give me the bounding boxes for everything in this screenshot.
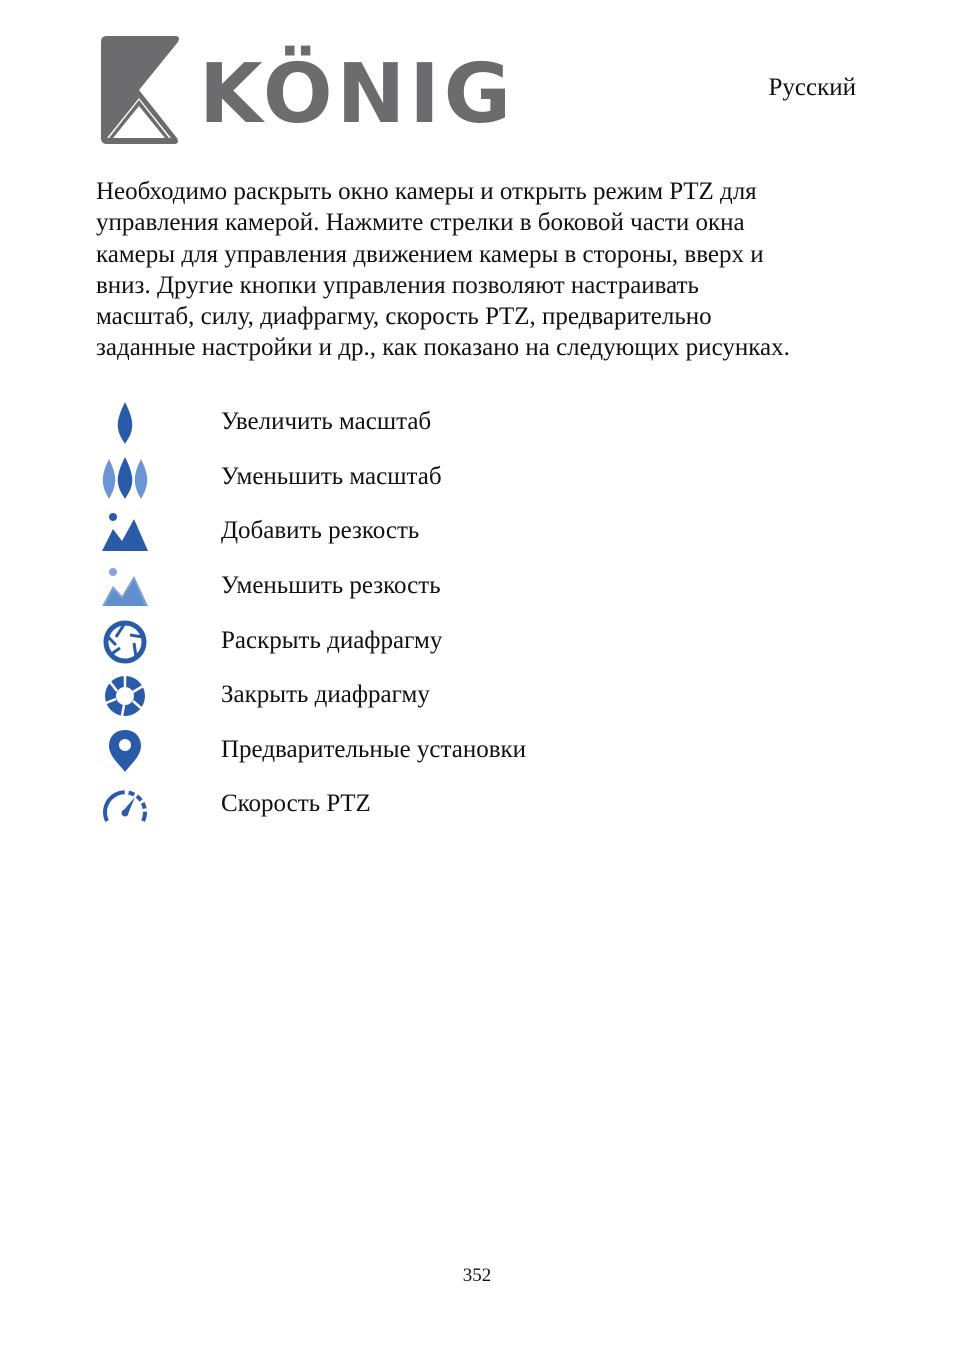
blur-icon [96,562,154,612]
location-pin-icon [96,726,154,776]
zoom-out-icon [96,453,154,503]
legend-item-blur [96,560,796,615]
speedometer-icon [96,780,154,830]
legend-item-iris-close [96,669,796,724]
page-number: 352 [462,1265,492,1286]
logo-wordmark: KÖNIG [199,47,516,142]
legend-item-ptz-speed [96,778,796,833]
iris-close-icon [96,671,154,721]
legend-label: Предварительные установки [221,735,527,763]
intro-paragraph: Необходимо раскрыть окно камеры и открыть режим PTZ для управления камерой. Нажмите стрелки в боковой части окна камеры для управления движением камеры в стороны, вверх и вниз. Другие кнопки управления позволяют настраивать масштаб, силу, диафрагму, скорость PTZ, предварительно заданные настройки и др., как показано на следующих рисунках. [96,178,790,362]
zoom-in-icon [96,398,154,448]
legend-item-sharpen [96,505,796,560]
language-label: Русский [768,74,856,101]
legend-label: Раскрыть диафрагму [221,626,443,654]
legend-label: Добавить резкость [221,517,420,545]
legend-item-zoom-out [96,451,796,506]
legend-item-presets [96,724,796,779]
sharpen-icon [96,507,154,557]
legend-label: Уменьшить масштаб [221,462,442,490]
konig-logo [99,34,519,146]
icon-legend [96,396,796,833]
legend-item-iris-open [96,614,796,669]
iris-open-icon [96,617,154,667]
legend-label: Увеличить масштаб [221,408,432,436]
legend-label: Скорость PTZ [221,790,371,818]
legend-label: Уменьшить резкость [221,572,441,600]
legend-label: Закрыть диафрагму [221,681,430,709]
legend-item-zoom-in [96,396,796,451]
